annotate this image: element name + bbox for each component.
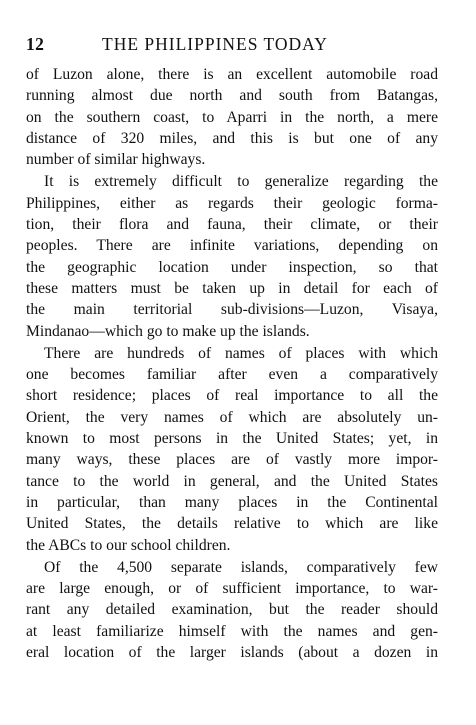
text-line: in particular, than many places in the Continental [26, 493, 438, 511]
text-line: Philippines, either as regards their geologic forma- [26, 194, 438, 212]
text-line: United States, the details relative to which are like [26, 515, 438, 533]
text-line: Mindanao—which go to make up the islands. [26, 322, 310, 340]
text-line: tance to the world in general, and the United States [26, 472, 438, 490]
text-line: Orient, the very names of which are absolutely un- [26, 408, 438, 426]
text-line: It is extremely difficult to generalize regarding the [44, 173, 438, 191]
text-line: one becomes familiar after even a comparatively [26, 366, 438, 384]
page-number: 12 [26, 34, 45, 54]
text-line: peoples. There are infinite variations, depending on [26, 237, 438, 255]
text-line: tion, their flora and fauna, their climate, or their [26, 216, 438, 234]
running-head [26, 34, 438, 58]
text-line: the ABCs to our school children. [26, 536, 231, 554]
text-line: short residence; places of real importance to all the [26, 387, 438, 405]
text-line: eral location of the larger islands (about a dozen in [26, 644, 438, 662]
text-line: Of the 4,500 separate islands, comparatively few [44, 558, 438, 576]
running-head-title: THE PHILIPPINES TODAY [102, 34, 328, 54]
text-line: number of similar highways. [26, 151, 206, 169]
text-line: distance of 320 miles, and this is but one of any [26, 129, 438, 147]
body-text [26, 64, 438, 663]
text-line: of Luzon alone, there is an excellent automobile road [26, 66, 438, 83]
paragraph-1 [26, 64, 438, 170]
paragraph-3 [26, 343, 438, 556]
text-line: these matters must be taken up in detail for each of [26, 279, 438, 297]
text-line: the main territorial sub-divisions—Luzon, Visaya, [26, 301, 438, 319]
text-line: the geographic location under inspection, so that [26, 258, 438, 276]
text-line: many ways, these places are of vastly more impor- [26, 451, 438, 469]
text-line: at least familiarize himself with the names and gen- [26, 622, 438, 640]
text-line: running almost due north and south from Batangas, [26, 87, 438, 105]
text-line: There are hundreds of names of places with which [44, 344, 438, 362]
text-line: on the southern coast, to Aparri in the north, a mere [26, 108, 438, 126]
text-line: are large enough, or of sufficient importance, to war- [26, 580, 438, 598]
paragraph-2 [26, 171, 438, 341]
text-line: rant any detailed examination, but the reader should [26, 601, 438, 619]
text-line: known to most persons in the United States; yet, in [26, 430, 438, 448]
paragraph-4 [26, 557, 438, 663]
